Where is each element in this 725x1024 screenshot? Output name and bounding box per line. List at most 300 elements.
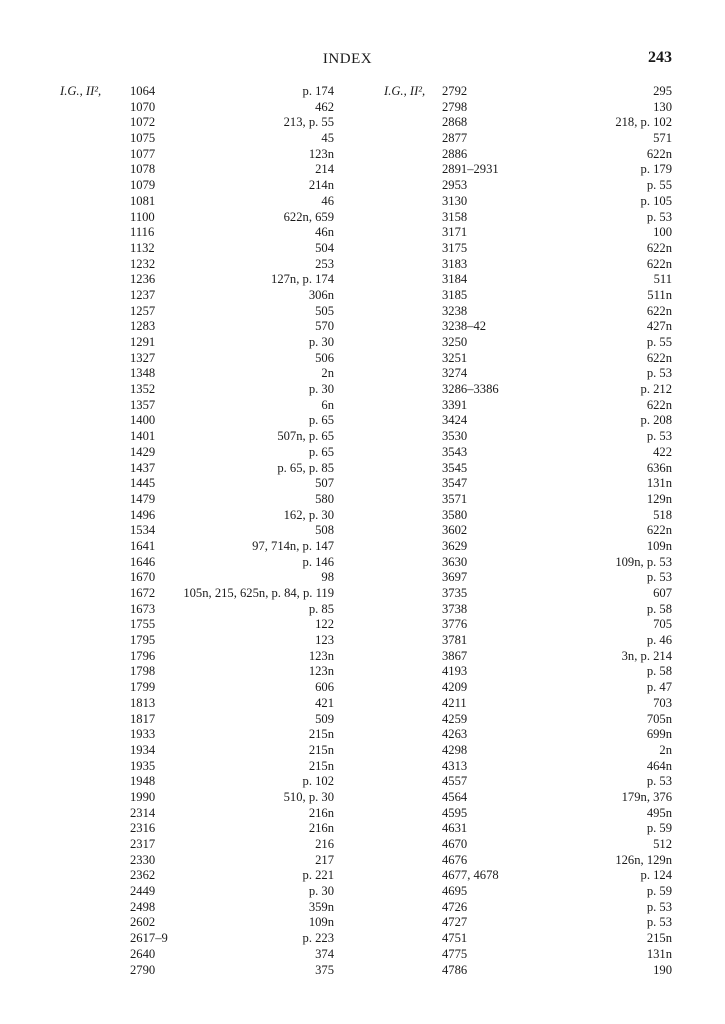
inscription-number: 1400 — [130, 413, 156, 428]
index-entry — [0, 84, 350, 100]
index-entry — [360, 868, 680, 884]
index-entry — [0, 413, 350, 429]
inscription-number: 1796 — [130, 648, 156, 663]
inscription-number: 1817 — [130, 711, 156, 726]
index-entry — [0, 931, 350, 947]
index-entry — [360, 743, 680, 759]
index-entry — [0, 555, 350, 571]
inscription-number: 1401 — [130, 429, 156, 444]
index-entry — [0, 115, 350, 131]
inscription-number: 2617–9 — [130, 931, 168, 946]
page-reference: 699n — [646, 727, 672, 742]
inscription-number: 3171 — [442, 225, 468, 240]
index-column-right — [360, 84, 680, 978]
index-entry — [360, 115, 680, 131]
index-entry — [0, 241, 350, 257]
page-reference: 123n — [308, 146, 334, 161]
index-entry — [0, 523, 350, 539]
index-entry — [0, 398, 350, 414]
inscription-number: 1116 — [130, 225, 155, 240]
index-entry — [0, 868, 350, 884]
index-entry — [360, 147, 680, 163]
index-entry — [0, 680, 350, 696]
inscription-number: 1496 — [130, 507, 156, 522]
inscription-number: 3183 — [442, 256, 468, 271]
inscription-number: 3867 — [442, 648, 468, 663]
page-reference: 518 — [653, 507, 672, 522]
inscription-number: 3545 — [442, 460, 468, 475]
index-entry — [0, 712, 350, 728]
inscription-number: 2953 — [442, 178, 468, 193]
page-reference: 495n — [646, 805, 672, 820]
page-reference: 6n — [321, 397, 334, 412]
index-entry — [0, 225, 350, 241]
index-entry — [360, 476, 680, 492]
index-entry — [360, 319, 680, 335]
index-column-left — [0, 84, 350, 978]
page-reference: 427n — [646, 319, 672, 334]
page-reference: 131n — [646, 946, 672, 961]
index-entry — [0, 304, 350, 320]
page-reference: 98 — [321, 570, 334, 585]
page-reference: 123n — [308, 648, 334, 663]
inscription-number: 1429 — [130, 444, 156, 459]
index-entry — [0, 774, 350, 790]
index-entry — [360, 727, 680, 743]
inscription-number: 3781 — [442, 633, 468, 648]
inscription-number: 4595 — [442, 805, 468, 820]
index-entry — [360, 696, 680, 712]
index-entry — [0, 837, 350, 853]
index-entry — [360, 178, 680, 194]
page-reference: 510, p. 30 — [283, 789, 334, 804]
inscription-number: 4677, 4678 — [442, 868, 499, 883]
index-entry — [0, 743, 350, 759]
page-reference: 123 — [315, 633, 334, 648]
page-reference: 295 — [653, 84, 672, 98]
inscription-number: 2886 — [442, 146, 468, 161]
index-entry — [360, 759, 680, 775]
inscription-number: 1755 — [130, 617, 156, 632]
page-reference: 123n — [308, 664, 334, 679]
page-reference: p. 53 — [646, 915, 672, 930]
page-reference: 622n — [646, 523, 672, 538]
inscription-number: 1236 — [130, 272, 156, 287]
inscription-number: 2362 — [130, 868, 156, 883]
inscription-number: 1072 — [130, 115, 156, 130]
inscription-number: 3697 — [442, 570, 468, 585]
index-entry — [360, 241, 680, 257]
page-reference: 109n — [308, 915, 334, 930]
page-reference: 622n — [646, 350, 672, 365]
index-entry — [0, 382, 350, 398]
page-reference: 3n, p. 214 — [621, 648, 672, 663]
index-entry — [0, 508, 350, 524]
page-reference: p. 174 — [302, 84, 334, 98]
page-reference: 622n — [646, 256, 672, 271]
inscription-number: 2316 — [130, 821, 156, 836]
page-reference: p. 55 — [646, 178, 672, 193]
inscription-number: 4259 — [442, 711, 468, 726]
page-reference: 504 — [315, 240, 334, 255]
inscription-number: 4775 — [442, 946, 468, 961]
index-entry — [0, 790, 350, 806]
inscription-number: 4786 — [442, 962, 468, 977]
inscription-number: 3738 — [442, 601, 468, 616]
inscription-number: 4209 — [442, 680, 468, 695]
inscription-number: 4263 — [442, 727, 468, 742]
index-entry — [0, 570, 350, 586]
index-entry — [360, 586, 680, 602]
inscription-number: 4193 — [442, 664, 468, 679]
inscription-number: 3629 — [442, 538, 468, 553]
inscription-number: 1291 — [130, 335, 156, 349]
inscription-number: 1673 — [130, 601, 156, 616]
page-reference: p. 47 — [646, 680, 672, 695]
index-entry — [360, 257, 680, 273]
page-reference: 606 — [315, 680, 334, 695]
inscription-number: 1257 — [130, 303, 156, 318]
page-reference: 306n — [308, 287, 334, 302]
page-reference: 213, p. 55 — [283, 115, 334, 130]
page-reference: 506 — [315, 350, 334, 365]
page-reference: 215n — [308, 742, 334, 757]
page-reference: 2n — [659, 742, 672, 757]
index-entry — [360, 947, 680, 963]
page-reference: p. 30 — [308, 884, 334, 899]
page-reference: p. 53 — [646, 899, 672, 914]
inscription-number: 2314 — [130, 805, 156, 820]
index-entry — [360, 84, 680, 100]
index-entry — [360, 131, 680, 147]
inscription-number: 4211 — [442, 695, 467, 710]
index-entry — [0, 915, 350, 931]
inscription-number: 1795 — [130, 633, 156, 648]
page-reference: 216 — [315, 837, 334, 851]
page-reference: 622n — [646, 240, 672, 255]
inscription-number: 3286–3386 — [442, 382, 499, 397]
inscription-number: 3571 — [442, 491, 468, 506]
page-reference: 97, 714n, p. 147 — [252, 538, 334, 553]
index-entry — [0, 963, 350, 979]
inscription-number: 3580 — [442, 507, 468, 522]
inscription-number: 1100 — [130, 209, 155, 224]
inscription-number: 2498 — [130, 899, 156, 914]
page-reference: 109n, p. 53 — [615, 554, 672, 569]
index-entry — [360, 790, 680, 806]
page-reference: p. 30 — [308, 382, 334, 397]
inscription-number: 4727 — [442, 915, 468, 930]
inscription-number: 1081 — [130, 193, 156, 208]
index-entry — [360, 680, 680, 696]
index-entry — [360, 712, 680, 728]
page-reference: 190 — [653, 962, 672, 977]
inscription-number: 3251 — [442, 350, 468, 365]
index-entry — [360, 664, 680, 680]
page-reference: 126n, 129n — [615, 852, 672, 867]
index-entry — [360, 821, 680, 837]
page-reference: 215n — [308, 727, 334, 742]
inscription-number: 1232 — [130, 256, 156, 271]
page-reference: 214 — [315, 162, 334, 177]
page-reference: 507 — [315, 476, 334, 491]
source-label: I.G., II², — [60, 84, 102, 98]
index-entry — [0, 445, 350, 461]
page-reference: 703 — [653, 695, 672, 710]
page-reference: p. 65, p. 85 — [277, 460, 334, 475]
page-reference: 100 — [653, 225, 672, 240]
index-entry — [360, 900, 680, 916]
index-entry — [360, 445, 680, 461]
page-reference: p. 59 — [646, 821, 672, 836]
page-reference: 571 — [653, 131, 672, 146]
index-entry — [360, 194, 680, 210]
index-entry — [0, 429, 350, 445]
inscription-number: 3238 — [442, 303, 468, 318]
page-reference: p. 179 — [640, 162, 672, 177]
inscription-number: 1352 — [130, 382, 156, 397]
page-reference: 511 — [653, 272, 672, 287]
index-entry — [360, 806, 680, 822]
index-entry — [360, 335, 680, 351]
inscription-number: 3547 — [442, 476, 468, 491]
page-reference: p. 53 — [646, 429, 672, 444]
page-reference: 216n — [308, 805, 334, 820]
index-entry — [360, 429, 680, 445]
inscription-number: 1357 — [130, 397, 156, 412]
inscription-number: 3274 — [442, 366, 468, 381]
index-entry — [0, 806, 350, 822]
page-reference: p. 146 — [302, 554, 334, 569]
page-reference: p. 53 — [646, 366, 672, 381]
inscription-number: 4298 — [442, 742, 468, 757]
index-entry — [360, 382, 680, 398]
page-reference: 253 — [315, 256, 334, 271]
page-reference: p. 53 — [646, 774, 672, 789]
inscription-number: 2317 — [130, 837, 156, 851]
index-entry — [360, 272, 680, 288]
index-entry — [0, 351, 350, 367]
inscription-number: 2798 — [442, 99, 468, 114]
inscription-number: 1132 — [130, 240, 155, 255]
index-entry — [0, 492, 350, 508]
index-entry — [360, 304, 680, 320]
page-reference: p. 53 — [646, 209, 672, 224]
index-entry — [0, 586, 350, 602]
index-entry — [0, 257, 350, 273]
index-entry — [0, 131, 350, 147]
page-reference: 179n, 376 — [621, 789, 672, 804]
inscription-number: 3250 — [442, 335, 468, 349]
inscription-number: 2877 — [442, 131, 468, 146]
index-entry — [0, 335, 350, 351]
inscription-number: 3602 — [442, 523, 468, 538]
index-entry — [0, 617, 350, 633]
index-entry — [0, 272, 350, 288]
page-reference: 131n — [646, 476, 672, 491]
inscription-number: 1813 — [130, 695, 156, 710]
page-reference: 511n — [647, 287, 672, 302]
index-entry — [360, 398, 680, 414]
page-reference: 46n — [315, 225, 334, 240]
inscription-number: 4695 — [442, 884, 468, 899]
index-entry — [360, 508, 680, 524]
index-entry — [360, 461, 680, 477]
index-entry — [0, 884, 350, 900]
index-entry — [360, 617, 680, 633]
inscription-number: 4670 — [442, 837, 468, 851]
index-entry — [0, 727, 350, 743]
index-entry — [360, 210, 680, 226]
index-entry — [360, 774, 680, 790]
index-entry — [0, 947, 350, 963]
index-entry — [0, 319, 350, 335]
page-reference: 622n — [646, 146, 672, 161]
index-entry — [0, 821, 350, 837]
page-reference: 45 — [321, 131, 334, 146]
inscription-number: 1799 — [130, 680, 156, 695]
page-reference: p. 55 — [646, 335, 672, 349]
inscription-number: 2602 — [130, 915, 156, 930]
index-entry — [0, 162, 350, 178]
page-reference: 505 — [315, 303, 334, 318]
index-entry — [360, 649, 680, 665]
page-reference: 2n — [321, 366, 334, 381]
inscription-number: 3630 — [442, 554, 468, 569]
page-reference: 507n, p. 65 — [277, 429, 334, 444]
inscription-number: 1933 — [130, 727, 156, 742]
index-entry — [360, 366, 680, 382]
page-reference: 218, p. 102 — [615, 115, 672, 130]
inscription-number: 1479 — [130, 491, 156, 506]
inscription-number: 3130 — [442, 193, 468, 208]
page-reference: 215n — [308, 758, 334, 773]
inscription-number: 1070 — [130, 99, 156, 114]
page-reference: 374 — [315, 946, 334, 961]
index-entry — [360, 602, 680, 618]
inscription-number: 3391 — [442, 397, 468, 412]
page-reference: 122 — [315, 617, 334, 632]
inscription-number: 4564 — [442, 789, 468, 804]
page-reference: p. 102 — [302, 774, 334, 789]
source-label: I.G., II², — [384, 84, 426, 98]
index-entry — [0, 288, 350, 304]
inscription-number: 2792 — [442, 84, 468, 98]
page-reference: p. 65 — [308, 444, 334, 459]
inscription-number: 1348 — [130, 366, 156, 381]
inscription-number: 4751 — [442, 931, 468, 946]
inscription-number: 3543 — [442, 444, 468, 459]
page-title: INDEX — [322, 51, 373, 67]
inscription-number: 4631 — [442, 821, 468, 836]
inscription-number: 3175 — [442, 240, 468, 255]
inscription-number: 3238–42 — [442, 319, 487, 334]
inscription-number: 2330 — [130, 852, 156, 867]
inscription-number: 1237 — [130, 287, 156, 302]
page-reference: p. 124 — [640, 868, 672, 883]
page-number: 243 — [648, 49, 672, 66]
page-reference: 622n — [646, 397, 672, 412]
page-reference: 462 — [315, 99, 334, 114]
inscription-number: 1646 — [130, 554, 156, 569]
page-reference: 607 — [653, 586, 672, 600]
index-entry — [360, 288, 680, 304]
page-reference: 509 — [315, 711, 334, 726]
inscription-number: 2449 — [130, 884, 156, 899]
inscription-number: 2640 — [130, 946, 156, 961]
index-entry — [360, 853, 680, 869]
page-reference: 130 — [653, 99, 672, 114]
index-entry — [360, 162, 680, 178]
index-entry — [360, 413, 680, 429]
index-entry — [360, 539, 680, 555]
index-entry — [0, 210, 350, 226]
inscription-number: 3158 — [442, 209, 468, 224]
inscription-number: 1990 — [130, 789, 156, 804]
page-reference: 580 — [315, 491, 334, 506]
page-reference: 375 — [315, 962, 334, 977]
inscription-number: 2790 — [130, 962, 156, 977]
inscription-number: 1670 — [130, 570, 156, 585]
inscription-number: 3184 — [442, 272, 468, 287]
inscription-number: 1283 — [130, 319, 156, 334]
page-reference: p. 58 — [646, 601, 672, 616]
page-reference: 705n — [646, 711, 672, 726]
page-reference: 359n — [308, 899, 334, 914]
page-reference: 508 — [315, 523, 334, 538]
inscription-number: 1078 — [130, 162, 156, 177]
page-reference: p. 53 — [646, 570, 672, 585]
page-reference: 705 — [653, 617, 672, 632]
page-reference: 46 — [321, 193, 334, 208]
index-entry — [360, 884, 680, 900]
page-reference: p. 212 — [640, 382, 672, 397]
page-reference: p. 223 — [302, 931, 334, 946]
page-reference: 421 — [315, 695, 334, 710]
page-reference: p. 208 — [640, 413, 672, 428]
inscription-number: 1077 — [130, 146, 156, 161]
index-entry — [360, 570, 680, 586]
index-entry — [0, 664, 350, 680]
page-reference: p. 65 — [308, 413, 334, 428]
page-reference: 464n — [646, 758, 672, 773]
inscription-number: 4557 — [442, 774, 468, 789]
index-entry — [0, 366, 350, 382]
inscription-number: 1935 — [130, 758, 156, 773]
inscription-number: 1672 — [130, 586, 156, 600]
index-entry — [0, 633, 350, 649]
index-entry — [0, 476, 350, 492]
inscription-number: 1534 — [130, 523, 156, 538]
page-reference: 215n — [646, 931, 672, 946]
page-reference: 216n — [308, 821, 334, 836]
inscription-number: 1079 — [130, 178, 156, 193]
inscription-number: 1064 — [130, 84, 156, 98]
index-entry — [0, 900, 350, 916]
page-reference: 109n — [646, 538, 672, 553]
index-entry — [360, 963, 680, 979]
index-entry — [0, 178, 350, 194]
inscription-number: 1641 — [130, 538, 156, 553]
index-entry — [0, 602, 350, 618]
page-reference: 129n — [646, 491, 672, 506]
inscription-number: 3185 — [442, 287, 468, 302]
inscription-number: 1327 — [130, 350, 156, 365]
index-entry — [360, 915, 680, 931]
index-entry — [360, 225, 680, 241]
index-entry — [0, 539, 350, 555]
index-entry — [360, 555, 680, 571]
